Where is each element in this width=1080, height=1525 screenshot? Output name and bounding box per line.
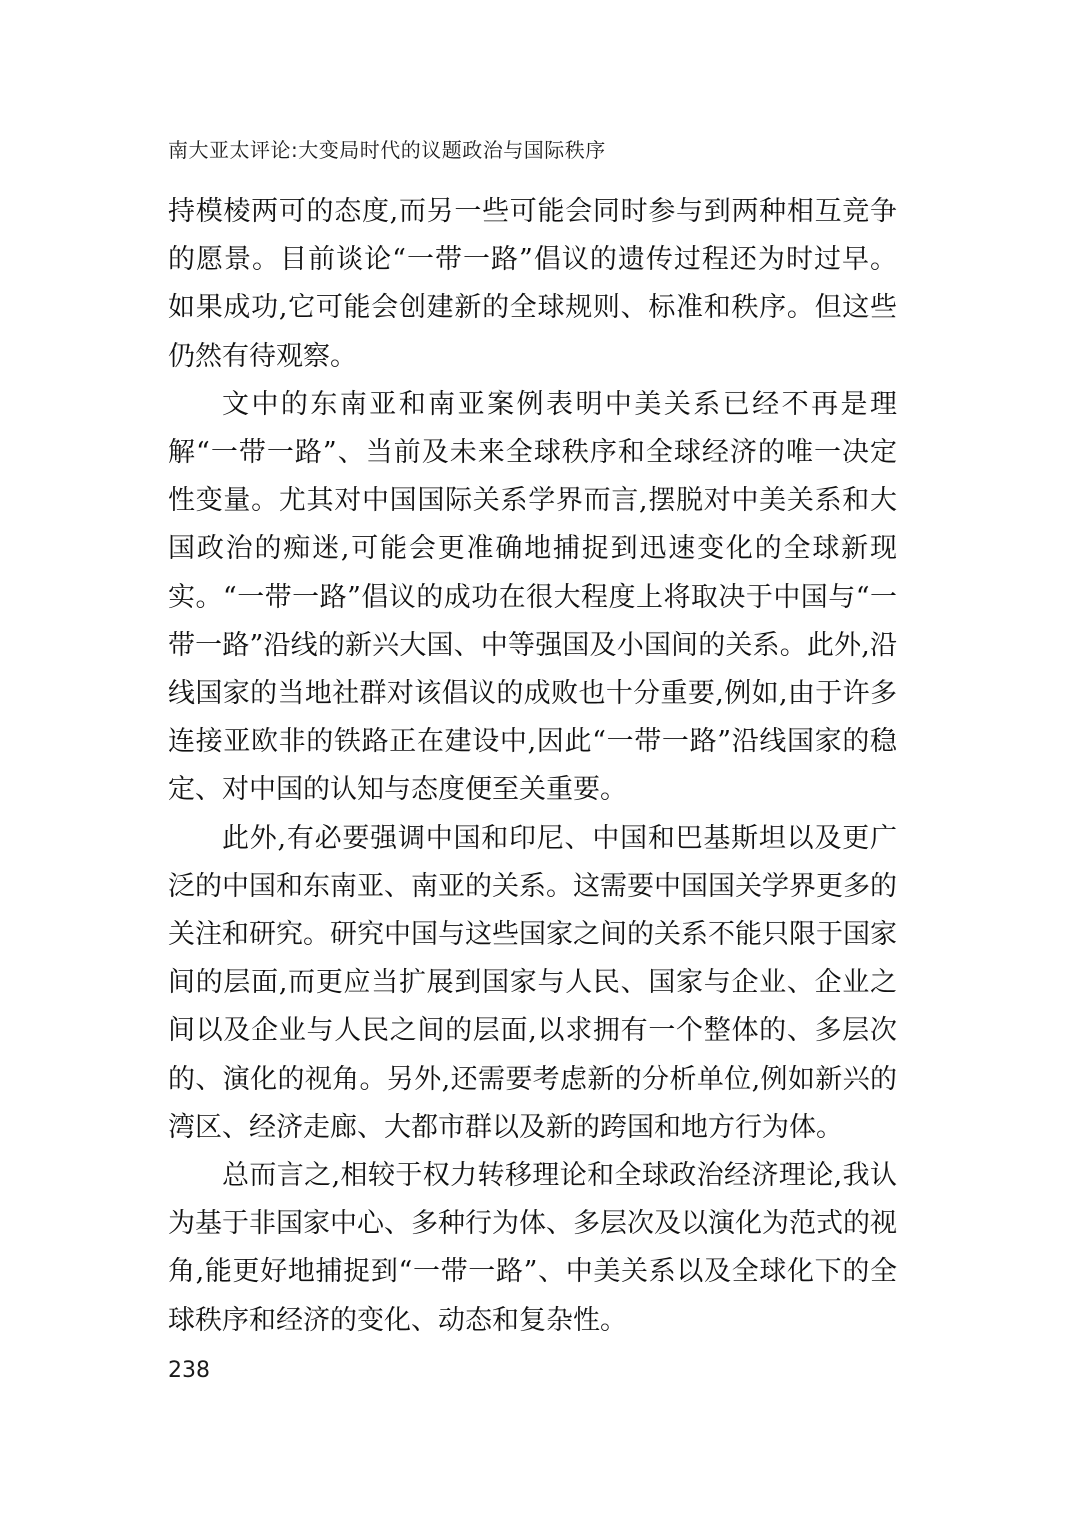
page-number: 238: [168, 1358, 210, 1383]
paragraph: 文中的东南亚和南亚案例表明中美关系已经不再是理解“一带一路”、当前及未来全球秩序和全球经济的唯一决定性变量。尤其对中国国际关系学界而言,摆脱对中美关系和大国政治的痴迷,可能会更准确地捕捉到迅速变化的全球新现实。“一带一路”倡议的成功在很大程度上将取决于中国与“一带一路”沿线的新兴大国、中等强国及小国间的关系。此外,沿线国家的当地社群对该倡议的成败也十分重要,例如,由于许多连接亚欧非的铁路正在建设中,因此“一带一路”沿线国家的稳定、对中国的认知与态度便至关重要。: [168, 388, 897, 806]
paragraph: 此外,有必要强调中国和印尼、中国和巴基斯坦以及更广泛的中国和东南亚、南亚的关系。这需要中国国关学界更多的关注和研究。研究中国与这些国家之间的关系不能只限于国家间的层面,而更应当扩展到国家与人民、国家与企业、企业之间以及企业与人民之间的层面,以求拥有一个整体的、多层次的、演化的视角。另外,还需要考虑新的分析单位,例如新兴的湾区、经济走廊、大都市群以及新的跨国和地方行为体。: [168, 822, 897, 1143]
paragraph-continued: 持模棱两可的态度,而另一些可能会同时参与到两种相互竞争的愿景。目前谈论“一带一路”倡议的遗传过程还为时过早。如果成功,它可能会创建新的全球规则、标准和秩序。但这些仍然有待观察。: [168, 196, 897, 372]
body-text: [168, 188, 897, 1345]
paragraph: 总而言之,相较于权力转移理论和全球政治经济理论,我认为基于非国家中心、多种行为体、多层次及以演化为范式的视角,能更好地捕捉到“一带一路”、中美关系以及全球化下的全球秩序和经济的变化、动态和复杂性。: [168, 1160, 897, 1336]
running-header: 南大亚太评论:大变局时代的议题政治与国际秩序: [168, 138, 606, 162]
